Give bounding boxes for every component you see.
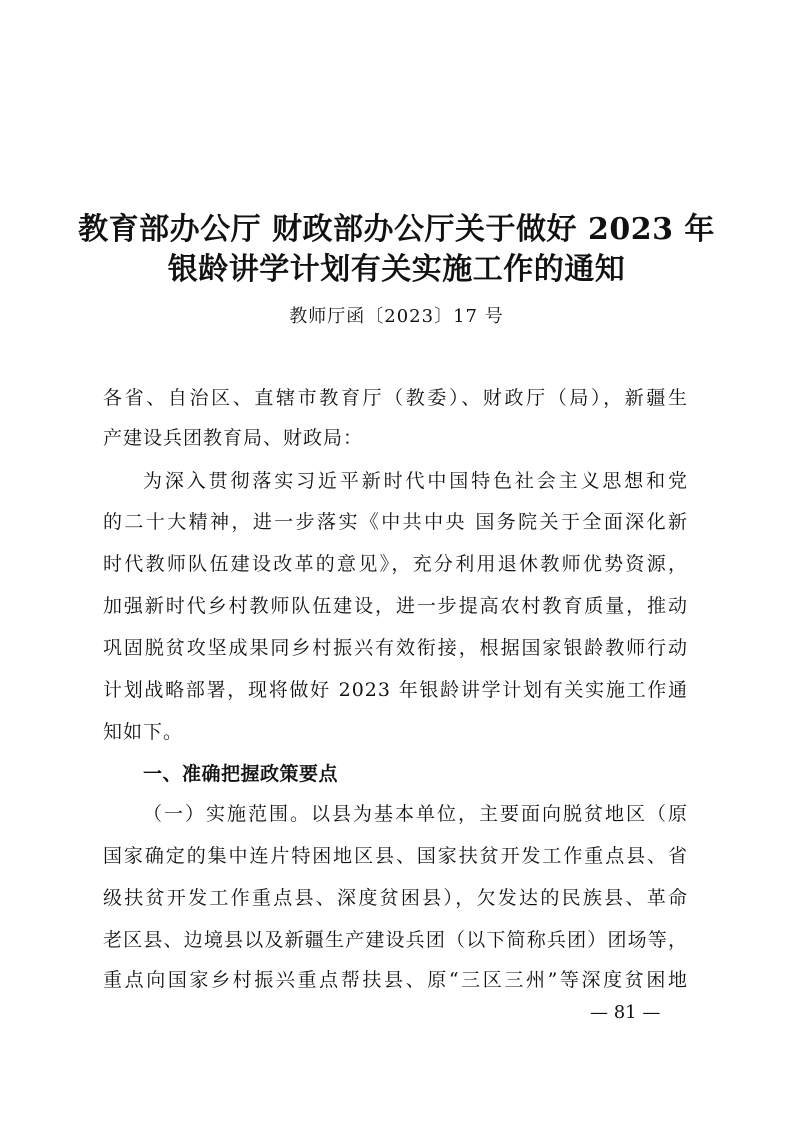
document-title-line-2: 银龄讲学计划有关实施工作的通知 [167, 252, 626, 287]
section-line: 老区县、边境县以及新疆生产建设兵团（以下简称兵团）团场等， [103, 929, 688, 951]
section-line: 重点向国家乡村振兴重点帮扶县、原“三区三州”等深度贫困地 [103, 969, 688, 991]
page-number: — 81 — [590, 1002, 661, 1023]
body-line: 计划战略部署，现将做好 2023 年银龄讲学计划有关实施工作通 [103, 679, 688, 701]
body-line: 时代教师队伍建设改革的意见》，充分利用退休教师优势资源， [103, 553, 688, 575]
body-line: 知如下。 [103, 721, 184, 743]
document-number: 教师厅函〔2023〕17 号 [289, 306, 504, 327]
section-line: 国家确定的集中连片特困地区县、国家扶贫开发工作重点县、省 [103, 845, 688, 867]
body-line: 的二十大精神，进一步落实《中共中央 国务院关于全面深化新 [103, 511, 688, 533]
section-heading: 一、准确把握政策要点 [143, 763, 339, 785]
document-title-line-1: 教育部办公厅 财政部办公厅关于做好 2023 年 [78, 212, 715, 247]
body-line: 为深入贯彻落实习近平新时代中国特色社会主义思想和党 [143, 470, 688, 492]
body-line: 产建设兵团教育局、财政局： [103, 427, 364, 449]
section-line: 级扶贫开发工作重点县、深度贫困县），欠发达的民族县、革命 [103, 887, 688, 909]
section-line: （一）实施范围。以县为基本单位，主要面向脱贫地区（原 [143, 803, 688, 825]
body-line: 巩固脱贫攻坚成果同乡村振兴有效衔接，根据国家银龄教师行动 [103, 637, 688, 659]
body-line: 加强新时代乡村教师队伍建设，进一步提高农村教育质量，推动 [103, 595, 688, 617]
body-line: 各省、自治区、直辖市教育厅（教委）、财政厅（局），新疆生 [103, 387, 688, 409]
